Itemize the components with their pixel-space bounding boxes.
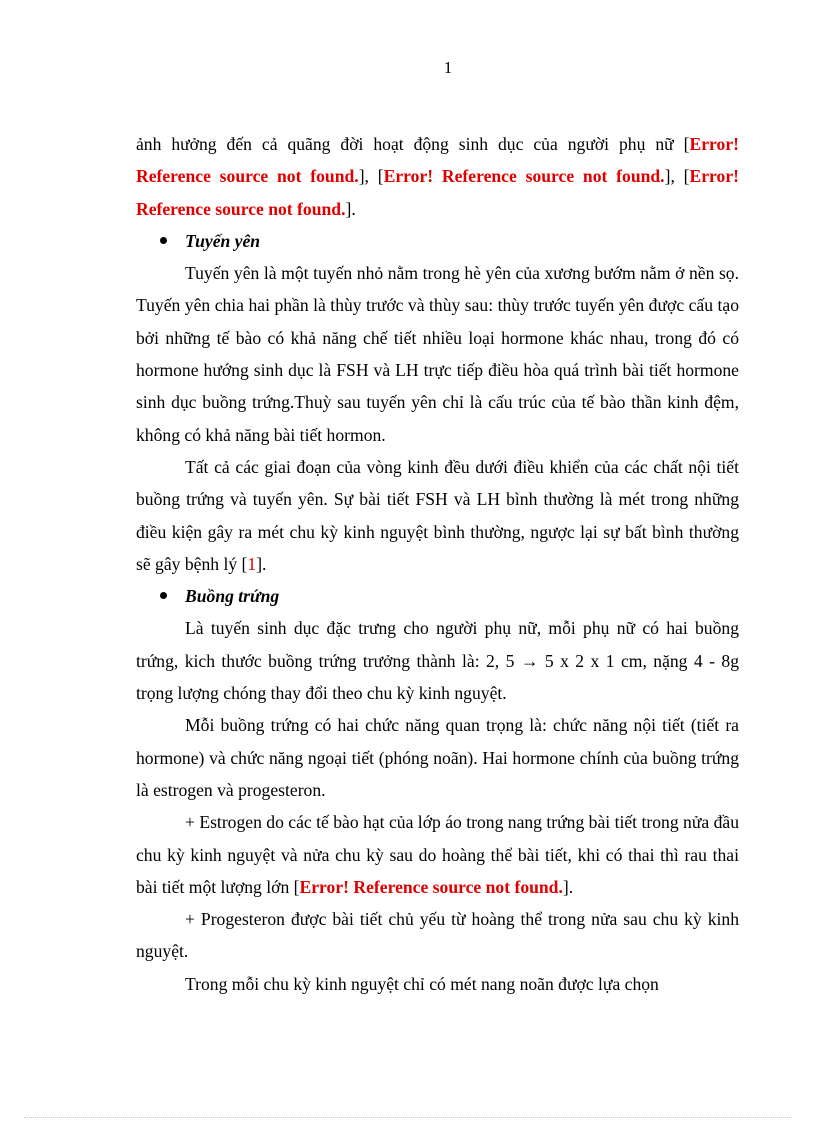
p1-text-1: ảnh hưởng đến cả quãng đời hoạt động sinh dục của người phụ nữ [ — [136, 134, 690, 154]
heading-buong-trung-text: Buồng trứng — [185, 586, 280, 607]
reference-error-3: Error! Reference source not found. — [136, 166, 740, 219]
page-footer-divider — [24, 1117, 792, 1118]
reference-error-2: Error! Reference source not found. — [383, 166, 665, 187]
p3-text-1: Tất cả các giai đoạn của vòng kinh đều dưới điều khiển của các chất nội tiết buồng trứng và tuyến yên. Sự bài tiết FSH và LH bình thường là mét trong những điều kiện gây ra mét chu kỳ kinh nguyệt bình thường, ngược lại sự bất bình thường sẽ gây bệnh lý [ — [136, 456, 739, 574]
p1-text-4: ]. — [345, 198, 356, 219]
citation-1: 1 — [247, 553, 257, 574]
p1-text-3: ], [ — [664, 166, 690, 187]
reference-error-1: Error! Reference source not found. — [136, 134, 739, 187]
heading-tuyen-yen-text: Tuyến yên — [185, 230, 261, 251]
p6-text-2: ]. — [562, 876, 574, 897]
paragraph-6 — [136, 806, 739, 903]
page-number: 1 — [443, 58, 453, 77]
heading-buong-trung — [136, 580, 739, 612]
bullet-icon — [160, 592, 167, 599]
heading-tuyen-yen — [136, 225, 739, 257]
paragraph-5: Mỗi buồng trứng có hai chức năng quan trọng là: chức năng nội tiết (tiết ra hormone) và chức năng ngoại tiết (phóng noãn). Hai hormone chính của buồng trứng là estrogen và progesteron. — [136, 715, 739, 800]
paragraph-4: Là tuyến sinh dục đặc trưng cho người phụ nữ, mỗi phụ nữ có hai buồng trứng, kich thước buồng trứng trưởng thành là: 2, 5 → 5 x 2 x 1 cm, nặng 4 - 8g trọng lượng chóng thay đổi theo chu kỳ kinh nguyệt. — [136, 618, 739, 704]
p3-text-2: ]. — [256, 553, 267, 574]
p6-text-1: + Estrogen do các tế bào hạt của lớp áo trong nang trứng bài tiết trong nửa đầu chu kỳ kinh nguyệt và nửa chu kỳ sau do hoàng thể bài tiết, khi có thai thì rau thai bài tiết một lượng lớn [ — [136, 812, 739, 897]
paragraph-2: Tuyến yên là một tuyến nhỏ nằm trong hè yên của xương bướm nằm ở nền sọ. Tuyến yên chia hai phần là thùy trước và thùy sau: thùy trước tuyến yên được cấu tạo bởi những tế bào có khả năng chế tiết nhiều loại hormone khác nhau, trong đó có hormone hướng sinh dục là FSH và LH trực tiếp điều hòa quá trình bài tiết hormone sinh dục buồng trứng.Thuỳ sau tuyến yên chỉ là cấu trúc của tế bào thần kinh đệm, không có khả năng bài tiết hormon. — [136, 263, 739, 445]
paragraph-1 — [136, 128, 739, 225]
reference-error-4: Error! Reference source not found. — [299, 876, 563, 897]
bullet-icon — [160, 237, 167, 244]
paragraph-8: Trong mỗi chu kỳ kinh nguyệt chỉ có mét nang noãn được lựa chọn — [185, 973, 659, 994]
document-body — [136, 128, 739, 1000]
paragraph-3 — [136, 451, 739, 580]
p1-text-2: ], [ — [358, 166, 384, 187]
paragraph-7: + Progesteron được bài tiết chủ yếu từ hoàng thể trong nửa sau chu kỳ kinh nguyệt. — [136, 909, 739, 962]
